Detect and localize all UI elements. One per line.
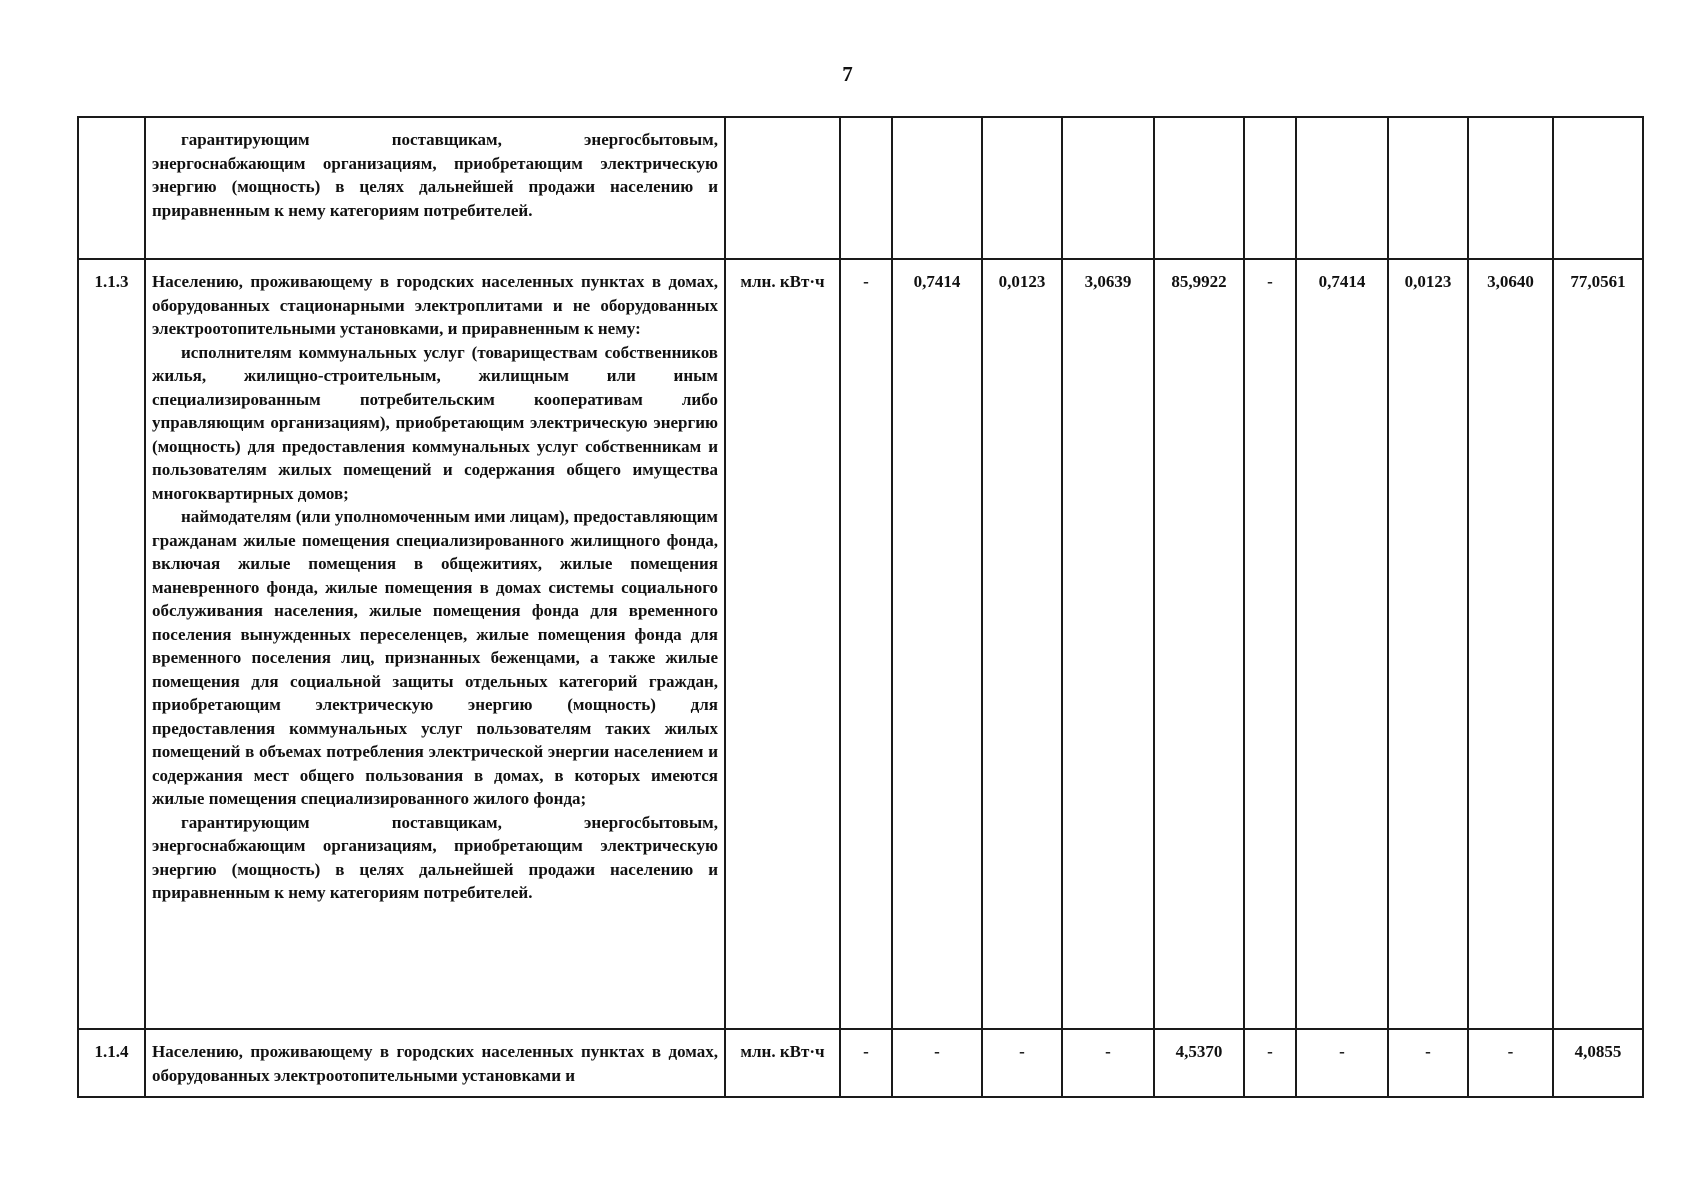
- value-cell: 3,0639: [1062, 259, 1154, 1029]
- row-number: 1.1.3: [78, 259, 145, 1029]
- value-cell: [982, 117, 1062, 259]
- value-cell: 0,0123: [982, 259, 1062, 1029]
- value-cell: 0,7414: [892, 259, 982, 1029]
- value-cell: -: [1244, 1029, 1296, 1097]
- description-paragraph: исполнителям коммунальных услуг (товариществам собственников жилья, жилищно-строительным, жилищным или иным специализированным потребительским кооперативам либо управляющим организациям), приобретающим электрическую энергию (мощность) для предоставления коммунальных услуг собственникам и пользователям жилых помещений и содержания общего имущества многоквартирных домов;: [152, 342, 718, 503]
- table-row: [78, 117, 1643, 259]
- value-cell: [840, 117, 892, 259]
- value-cell: 4,5370: [1154, 1029, 1244, 1097]
- description-paragraph: гарантирующим поставщикам, энергосбытовым, энергоснабжающим организациям, приобретающим электрическую энергию (мощность) в целях дальнейшей продажи населению и приравненным к нему категориям потребителей.: [152, 130, 718, 220]
- value-cell: [1154, 117, 1244, 259]
- value-cell: -: [1062, 1029, 1154, 1097]
- row-unit: млн. кВт·ч: [725, 259, 840, 1029]
- row-number: 1.1.4: [78, 1029, 145, 1097]
- table-row: [78, 1029, 1643, 1097]
- value-cell: -: [840, 259, 892, 1029]
- description-paragraph: Населению, проживающему в городских населенных пунктах в домах, оборудованных электроотопительными установками и: [152, 1042, 718, 1085]
- row-number: [78, 117, 145, 259]
- row-description: [145, 259, 725, 1029]
- value-cell: 4,0855: [1553, 1029, 1643, 1097]
- description-paragraph: наймодателям (или уполномоченным ими лицам), предоставляющим гражданам жилые помещения специализированного жилищного фонда, включая жилые помещения в общежитиях, жилые помещения маневренного фонда, жилые помещения в домах системы социального обслуживания населения, жилые помещения фонда для временного поселения вынужденных переселенцев, жилые помещения фонда для временного поселения лиц, признанных беженцами, а также жилые помещения для социальной защиты отдельных категорий граждан, приобретающим электрическую энергию (мощность) для предоставления коммунальных услуг пользователям таких жилых помещений в объемах потребления электрической энергии населением и содержания мест общего пользования в домах, в которых имеются жилые помещения специализированного жилого фонда;: [152, 507, 718, 808]
- value-cell: 0,0123: [1388, 259, 1468, 1029]
- value-cell: [1296, 117, 1388, 259]
- value-cell: 3,0640: [1468, 259, 1553, 1029]
- value-cell: 77,0561: [1553, 259, 1643, 1029]
- tariff-table: [77, 116, 1644, 1098]
- value-cell: -: [1468, 1029, 1553, 1097]
- value-cell: [1244, 117, 1296, 259]
- value-cell: -: [1244, 259, 1296, 1029]
- description-paragraph: Населению, проживающему в городских населенных пунктах в домах, оборудованных стационарными электроплитами и не оборудованных электроотопительными установками, и приравненным к нему:: [152, 272, 718, 338]
- value-cell: -: [1388, 1029, 1468, 1097]
- table-row: [78, 259, 1643, 1029]
- row-description: [145, 1029, 725, 1097]
- value-cell: 85,9922: [1154, 259, 1244, 1029]
- value-cell: -: [1296, 1029, 1388, 1097]
- row-unit: [725, 117, 840, 259]
- page-number: 7: [842, 62, 853, 86]
- value-cell: -: [892, 1029, 982, 1097]
- description-paragraph: гарантирующим поставщикам, энергосбытовым, энергоснабжающим организациям, приобретающим электрическую энергию (мощность) в целях дальнейшей продажи населению и приравненным к нему категориям потребителей.: [152, 812, 718, 902]
- value-cell: [892, 117, 982, 259]
- row-unit: млн. кВт·ч: [725, 1029, 840, 1097]
- value-cell: [1468, 117, 1553, 259]
- value-cell: [1388, 117, 1468, 259]
- value-cell: -: [982, 1029, 1062, 1097]
- value-cell: 0,7414: [1296, 259, 1388, 1029]
- value-cell: [1553, 117, 1643, 259]
- value-cell: -: [840, 1029, 892, 1097]
- value-cell: [1062, 117, 1154, 259]
- row-description: [145, 117, 725, 259]
